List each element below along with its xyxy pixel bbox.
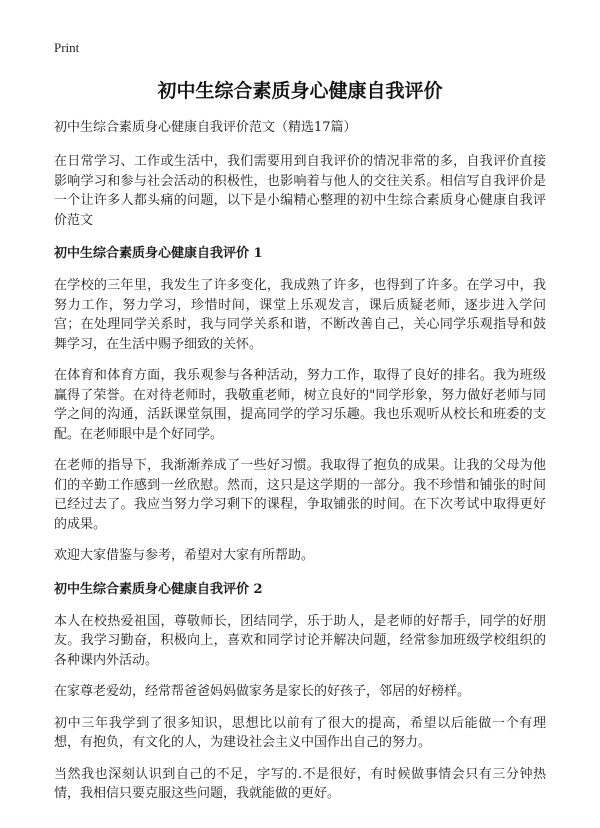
section-paragraph: 欢迎大家借鉴与参考，希望对大家有所帮助。 [54, 548, 315, 563]
section-paragraph: 在学校的三年里，我发生了许多变化，我成熟了许多，也得到了许多。在学习中，我努力工作，努力学习，珍惜时间，课堂上乐观发言，课后质疑老师，逐步进入学问宫；在处理同学关系时，我与同学关系和谐，不断改善自己，关心同学乐观指导和鼓舞学习，在生活中赐予细致的关怀。 [54, 278, 546, 352]
intro-paragraph: 在日常学习、工作或生活中，我们需要用到自我评价的情况非常的多，自我评价直接影响学习和参与社会活动的积极性，也影响着与他人的交往关系。相信写自我评价是一个让许多人都头痛的问题，以下是小编精心整理的初中生综合素质身心健康自我评价范文 [54, 154, 546, 228]
section-paragraph: 在体育和体育方面，我乐观参与各种活动，努力工作，取得了良好的排名。我为班级赢得了荣誉。在对待老师时，我敬重老师，树立良好的"同学形象，努力做好老师与同学之间的沟通，活跃课堂氛围，提高同学的学习乐趣。我也乐观听从校长和班委的支配。在老师眼中是个好同学。 [54, 368, 546, 442]
print-link[interactable]: Print [54, 40, 80, 55]
document-subtitle: 初中生综合素质身心健康自我评价范文（精选17篇） [54, 120, 357, 135]
section-paragraph: 初中三年我学到了很多知识，思想比以前有了很大的提高，希望以后能做一个有理想，有抱负，有文化的人，为建设社会主义中国作出自己的努力。 [54, 715, 546, 750]
section-2 [54, 580, 546, 804]
section-1 [54, 244, 546, 566]
page-title: 初中生综合素质身心健康自我评价 [157, 80, 443, 102]
section-paragraph: 当然我也深刻认识到自己的不足，字写的.不是很好，有时候做事情会只有三分钟热情，我相信只要克服这些问题，我就能做的更好。 [54, 766, 546, 801]
section-paragraph: 本人在校热爱祖国，尊敬师长，团结同学，乐于助人，是老师的好帮手，同学的好朋友。我学习勤奋，积极向上，喜欢和同学讨论并解决问题，经常参加班级学校组织的各种课内外活动。 [54, 613, 546, 668]
section-paragraph: 在老师的指导下，我渐渐养成了一些好习惯。我取得了抱负的成果。让我的父母为他们的辛勤工作感到一丝欣慰。然而，这只是这学期的一部分。我不珍惜和铺张的时间已经过去了。我应当努力学习剩下的课程，争取铺张的时间。在下次考试中取得更好的成果。 [54, 458, 546, 532]
section-paragraph: 在家尊老爱幼，经常帮爸爸妈妈做家务是家长的好孩子，邻居的好榜样。 [54, 684, 471, 699]
section-heading: 初中生综合素质身心健康自我评价 1 [54, 246, 263, 261]
section-heading: 初中生综合素质身心健康自我评价 2 [54, 581, 263, 597]
